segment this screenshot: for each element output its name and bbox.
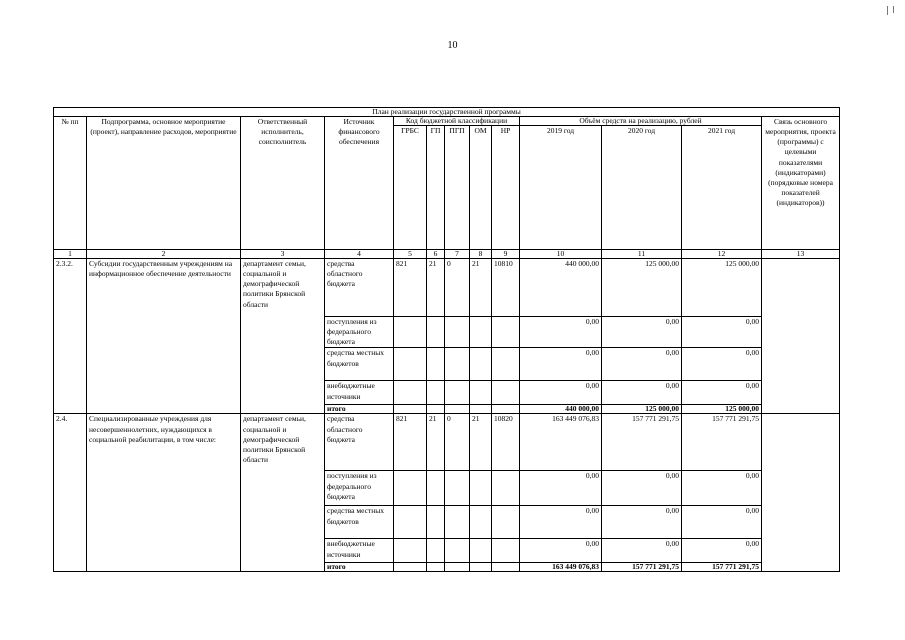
code-np: 10810 bbox=[492, 259, 520, 317]
code-om bbox=[470, 539, 492, 563]
code-gp: 21 bbox=[427, 414, 445, 471]
code-om bbox=[470, 563, 492, 572]
code-np bbox=[492, 563, 520, 572]
header-grbs: ГРБС bbox=[394, 126, 427, 250]
code-pgp bbox=[445, 381, 470, 405]
row-number: 2.4. bbox=[54, 414, 87, 572]
column-number: 5 bbox=[394, 250, 427, 259]
row-number: 2.3.2. bbox=[54, 259, 87, 414]
amount-2021: 0,00 bbox=[682, 381, 762, 405]
code-gp bbox=[427, 317, 445, 348]
code-grbs bbox=[394, 539, 427, 563]
header-om: ОМ bbox=[470, 126, 492, 250]
table-row bbox=[54, 414, 840, 471]
source-local: средства местных бюджетов bbox=[325, 506, 394, 539]
code-np: 10820 bbox=[492, 414, 520, 471]
code-pgp: 0 bbox=[445, 259, 470, 317]
total-2020: 125 000,00 bbox=[602, 405, 682, 414]
row-executor: департамент семьи, социальной и демографической политики Брянской области bbox=[241, 414, 325, 572]
code-grbs: 821 bbox=[394, 414, 427, 471]
code-om bbox=[470, 471, 492, 506]
amount-2019: 440 000,00 bbox=[520, 259, 602, 317]
amount-2021: 157 771 291,75 bbox=[682, 414, 762, 471]
amount-2019: 0,00 bbox=[520, 471, 602, 506]
source-federal: поступления из федерального бюджета bbox=[325, 317, 394, 348]
code-grbs bbox=[394, 348, 427, 381]
scan-edge-marks bbox=[885, 6, 895, 16]
amount-2019: 0,00 bbox=[520, 506, 602, 539]
code-pgp bbox=[445, 348, 470, 381]
code-grbs bbox=[394, 563, 427, 572]
header-np: НР bbox=[492, 126, 520, 250]
amount-2021: 0,00 bbox=[682, 471, 762, 506]
code-gp bbox=[427, 405, 445, 414]
amount-2021: 0,00 bbox=[682, 539, 762, 563]
amount-2019: 0,00 bbox=[520, 348, 602, 381]
code-pgp bbox=[445, 539, 470, 563]
source-extra: внебюджетные источники bbox=[325, 381, 394, 405]
column-number: 9 bbox=[492, 250, 520, 259]
row-name: Субсидии государственным учреждениям на информационное обеспечение деятельности bbox=[87, 259, 241, 414]
code-gp bbox=[427, 348, 445, 381]
code-pgp bbox=[445, 317, 470, 348]
column-number: 6 bbox=[427, 250, 445, 259]
row-name: Специализированные учреждения для несовершеннолетних, нуждающихся в социальной реабилитации, в том числе: bbox=[87, 414, 241, 572]
total-2021: 157 771 291,75 bbox=[682, 563, 762, 572]
column-number: 4 bbox=[325, 250, 394, 259]
header-volume-group: Объём средств на реализацию, рублей bbox=[520, 117, 762, 126]
total-2019: 163 449 076,83 bbox=[520, 563, 602, 572]
amount-2019: 0,00 bbox=[520, 381, 602, 405]
code-grbs bbox=[394, 506, 427, 539]
source-federal: поступления из федерального бюджета bbox=[325, 471, 394, 506]
header-row-1 bbox=[54, 117, 840, 126]
code-pgp bbox=[445, 506, 470, 539]
amount-2021: 0,00 bbox=[682, 348, 762, 381]
title-row bbox=[54, 108, 840, 117]
amount-2021: 125 000,00 bbox=[682, 259, 762, 317]
amount-2020: 0,00 bbox=[602, 317, 682, 348]
header-source: Источник финансового обеспечения bbox=[325, 117, 394, 250]
header-executor: Ответственный исполнитель, соисполнитель bbox=[241, 117, 325, 250]
code-grbs bbox=[394, 405, 427, 414]
code-np bbox=[492, 317, 520, 348]
column-number: 13 bbox=[762, 250, 840, 259]
source-total: итого bbox=[325, 563, 394, 572]
source-regional: средства областного бюджета bbox=[325, 414, 394, 471]
code-grbs bbox=[394, 381, 427, 405]
column-number: 3 bbox=[241, 250, 325, 259]
total-2019: 440 000,00 bbox=[520, 405, 602, 414]
page-number: 10 bbox=[447, 40, 458, 51]
header-pgp: ПГП bbox=[445, 126, 470, 250]
code-om bbox=[470, 348, 492, 381]
code-pgp bbox=[445, 563, 470, 572]
header-num: № пп bbox=[54, 117, 87, 250]
code-om bbox=[470, 381, 492, 405]
total-2020: 157 771 291,75 bbox=[602, 563, 682, 572]
column-number: 12 bbox=[682, 250, 762, 259]
column-number: 1 bbox=[54, 250, 87, 259]
source-total: итого bbox=[325, 405, 394, 414]
amount-2020: 0,00 bbox=[602, 471, 682, 506]
code-om bbox=[470, 317, 492, 348]
code-pgp bbox=[445, 405, 470, 414]
amount-2020: 157 771 291,75 bbox=[602, 414, 682, 471]
code-gp bbox=[427, 471, 445, 506]
code-grbs: 821 bbox=[394, 259, 427, 317]
column-number: 7 bbox=[445, 250, 470, 259]
code-om bbox=[470, 405, 492, 414]
code-gp: 21 bbox=[427, 259, 445, 317]
code-gp bbox=[427, 539, 445, 563]
code-grbs bbox=[394, 471, 427, 506]
code-om: 21 bbox=[470, 259, 492, 317]
header-2020: 2020 год bbox=[602, 126, 682, 250]
amount-2019: 0,00 bbox=[520, 317, 602, 348]
row-executor: департамент семьи, социальной и демографической политики Брянской области bbox=[241, 259, 325, 414]
header-2019: 2019 год bbox=[520, 126, 602, 250]
code-np bbox=[492, 348, 520, 381]
code-pgp bbox=[445, 471, 470, 506]
row-link bbox=[762, 414, 840, 572]
column-number: 11 bbox=[602, 250, 682, 259]
code-np bbox=[492, 539, 520, 563]
code-om bbox=[470, 506, 492, 539]
header-code-group: Код бюджетной классификации bbox=[394, 117, 520, 126]
code-gp bbox=[427, 506, 445, 539]
amount-2020: 0,00 bbox=[602, 506, 682, 539]
header-subprogram: Подпрограмма, основное мероприятие (проект), направление расходов, мероприятие bbox=[87, 117, 241, 250]
header-2021: 2021 год bbox=[682, 126, 762, 250]
code-np bbox=[492, 506, 520, 539]
table-row bbox=[54, 259, 840, 317]
total-2021: 125 000,00 bbox=[682, 405, 762, 414]
source-regional: средства областного бюджета bbox=[325, 259, 394, 317]
code-grbs bbox=[394, 317, 427, 348]
code-gp bbox=[427, 381, 445, 405]
code-om: 21 bbox=[470, 414, 492, 471]
code-pgp: 0 bbox=[445, 414, 470, 471]
code-np bbox=[492, 381, 520, 405]
column-number: 2 bbox=[87, 250, 241, 259]
amount-2019: 163 449 076,83 bbox=[520, 414, 602, 471]
column-number: 10 bbox=[520, 250, 602, 259]
amount-2021: 0,00 bbox=[682, 317, 762, 348]
row-link bbox=[762, 259, 840, 414]
code-np bbox=[492, 405, 520, 414]
plan-table bbox=[53, 107, 840, 572]
header-gp: ГП bbox=[427, 126, 445, 250]
source-local: средства местных бюджетов bbox=[325, 348, 394, 381]
amount-2019: 0,00 bbox=[520, 539, 602, 563]
header-link: Связь основного мероприятия, проекта (программы) с целевыми показателями (индикаторами) (порядковые номера показателей (индикаторов)) bbox=[762, 117, 840, 250]
table-title: План реализации государственной программы bbox=[54, 108, 840, 117]
code-np bbox=[492, 471, 520, 506]
column-number: 8 bbox=[470, 250, 492, 259]
amount-2020: 125 000,00 bbox=[602, 259, 682, 317]
amount-2020: 0,00 bbox=[602, 539, 682, 563]
code-gp bbox=[427, 563, 445, 572]
amount-2020: 0,00 bbox=[602, 381, 682, 405]
column-number-row bbox=[54, 250, 840, 259]
amount-2020: 0,00 bbox=[602, 348, 682, 381]
source-extra: внебюджетные источники bbox=[325, 539, 394, 563]
amount-2021: 0,00 bbox=[682, 506, 762, 539]
